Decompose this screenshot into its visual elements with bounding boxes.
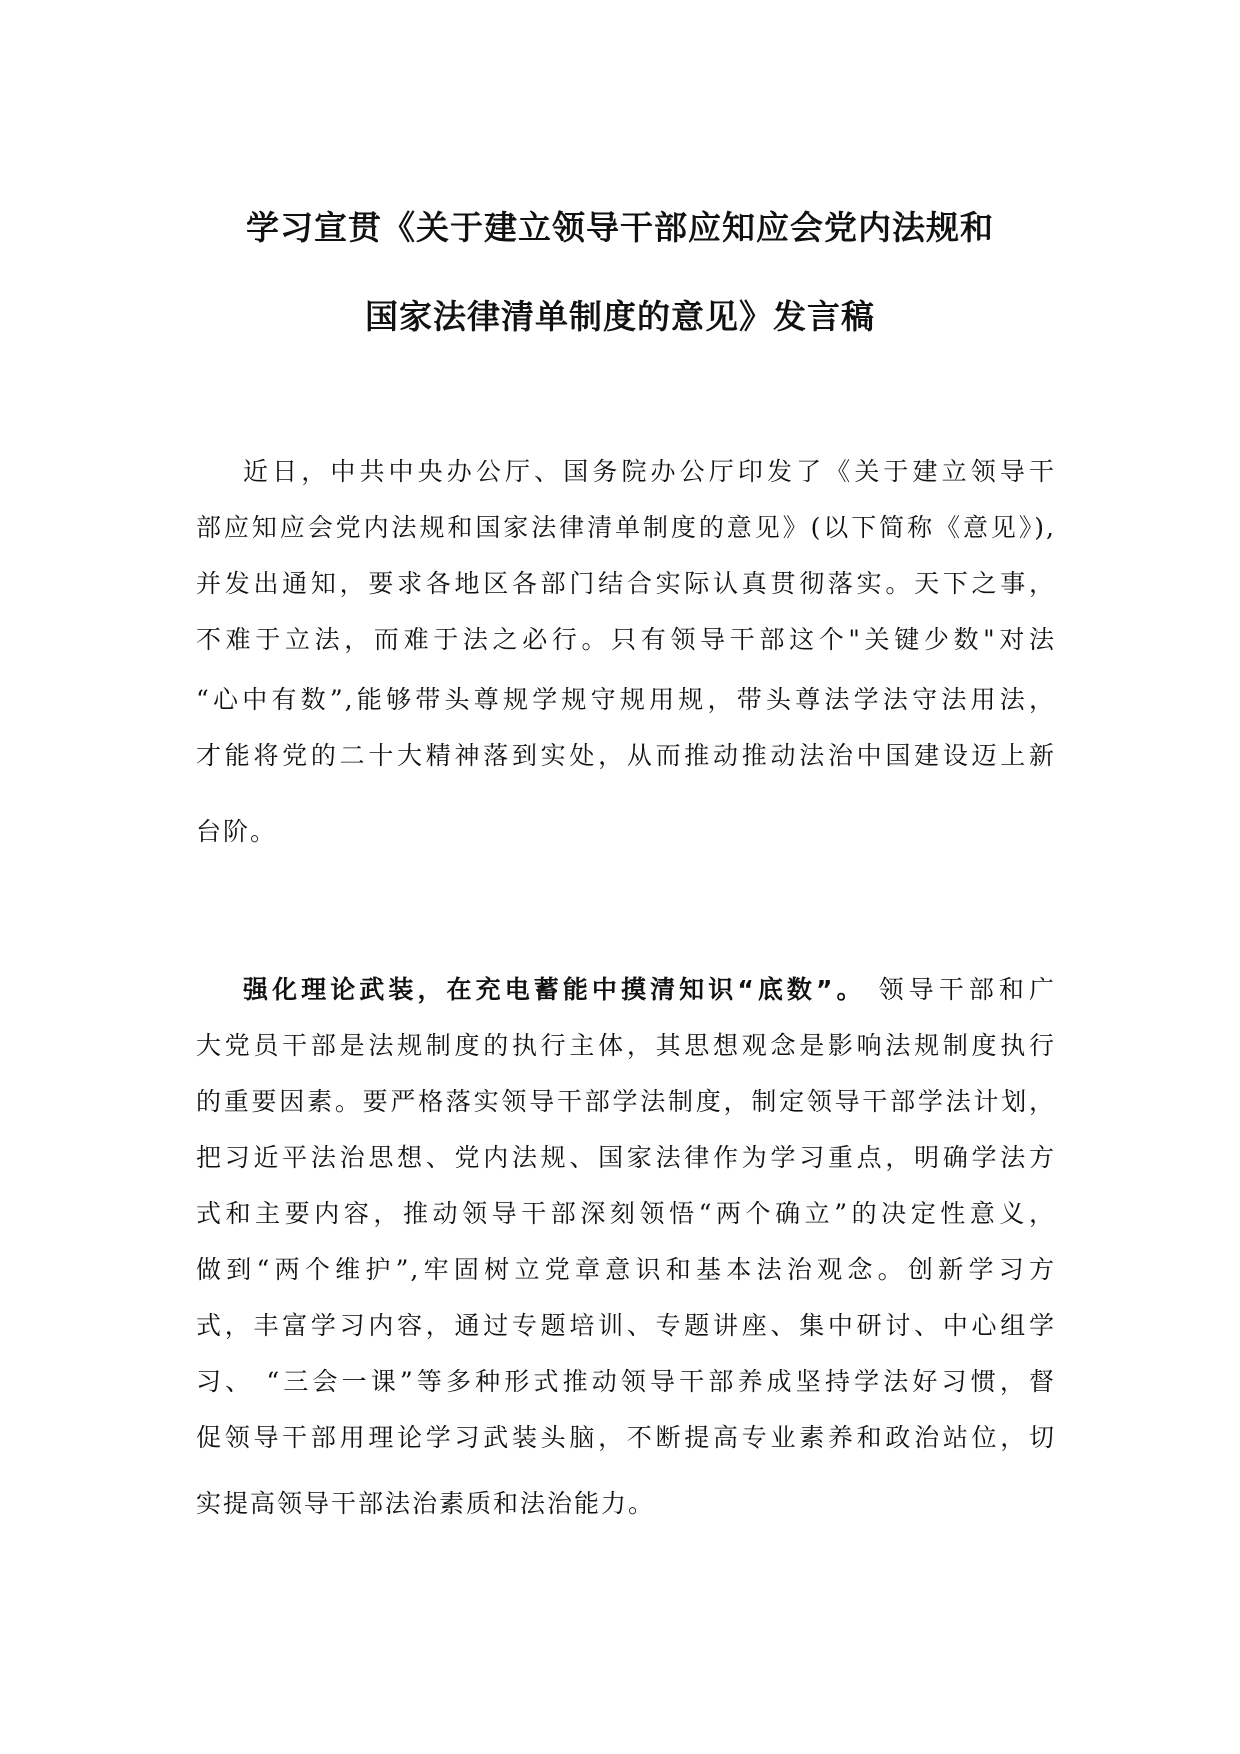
paragraph-2-line: 实提高领导干部法治素质和法治能力。: [196, 1489, 656, 1518]
paragraph-1-line: 并发出通知，要求各地区各部门结合实际认真贯彻落实。天下之事，: [196, 569, 1056, 598]
paragraph-1-line: 台阶。: [196, 817, 278, 846]
paragraph-2-line: 把习近平法治思想、党内法规、国家法律作为学习重点，明确学法方: [196, 1143, 1056, 1172]
paragraph-1-line: 才能将党的二十大精神落到实处，从而推动推动法治中国建设迈上新: [196, 741, 1056, 770]
paragraph-2-first-line-rest: 领导干部和广: [865, 975, 1056, 1004]
paragraph-1-line: “心中有数”,能够带头尊规学规守规用规，带头尊法学法守法用法，: [196, 685, 1056, 714]
paragraph-1-line: 不难于立法，而难于法之必行。只有领导干部这个"关键少数"对法: [196, 625, 1056, 654]
document-title-line-2: 国家法律清单制度的意见》发言稿: [365, 297, 875, 336]
paragraph-2-line: 习、 “三会一课”等多种形式推动领导干部养成坚持学法好习惯，督: [196, 1367, 1056, 1396]
paragraph-2-line: 促领导干部用理论学习武装头脑，不断提高专业素养和政治站位，切: [196, 1423, 1056, 1452]
paragraph-2-line: 大党员干部是法规制度的执行主体，其思想观念是影响法规制度执行: [196, 1031, 1056, 1060]
paragraph-2-line: 的重要因素。要严格落实领导干部学法制度，制定领导干部学法计划，: [196, 1087, 1056, 1116]
paragraph-2-line: 做到“两个维护”,牢固树立党章意识和基本法治观念。创新学习方: [196, 1255, 1056, 1284]
paragraph-2-lead: 强化理论武装，在充电蓄能中摸清知识“底数”。: [243, 975, 866, 1004]
document-title-line-1: 学习宣贯《关于建立领导干部应知应会党内法规和: [246, 208, 994, 247]
paragraph-2-first-line: [243, 970, 1056, 1006]
paragraph-1-line: 部应知应会党内法规和国家法律清单制度的意见》(以下简称《意见》),: [196, 513, 1056, 542]
paragraph-2-line: 式和主要内容，推动领导干部深刻领悟“两个确立”的决定性意义，: [196, 1199, 1056, 1228]
paragraph-2-line: 式，丰富学习内容，通过专题培训、专题讲座、集中研讨、中心组学: [196, 1311, 1056, 1340]
paragraph-1-line: 近日，中共中央办公厅、国务院办公厅印发了《关于建立领导干: [243, 457, 1056, 486]
